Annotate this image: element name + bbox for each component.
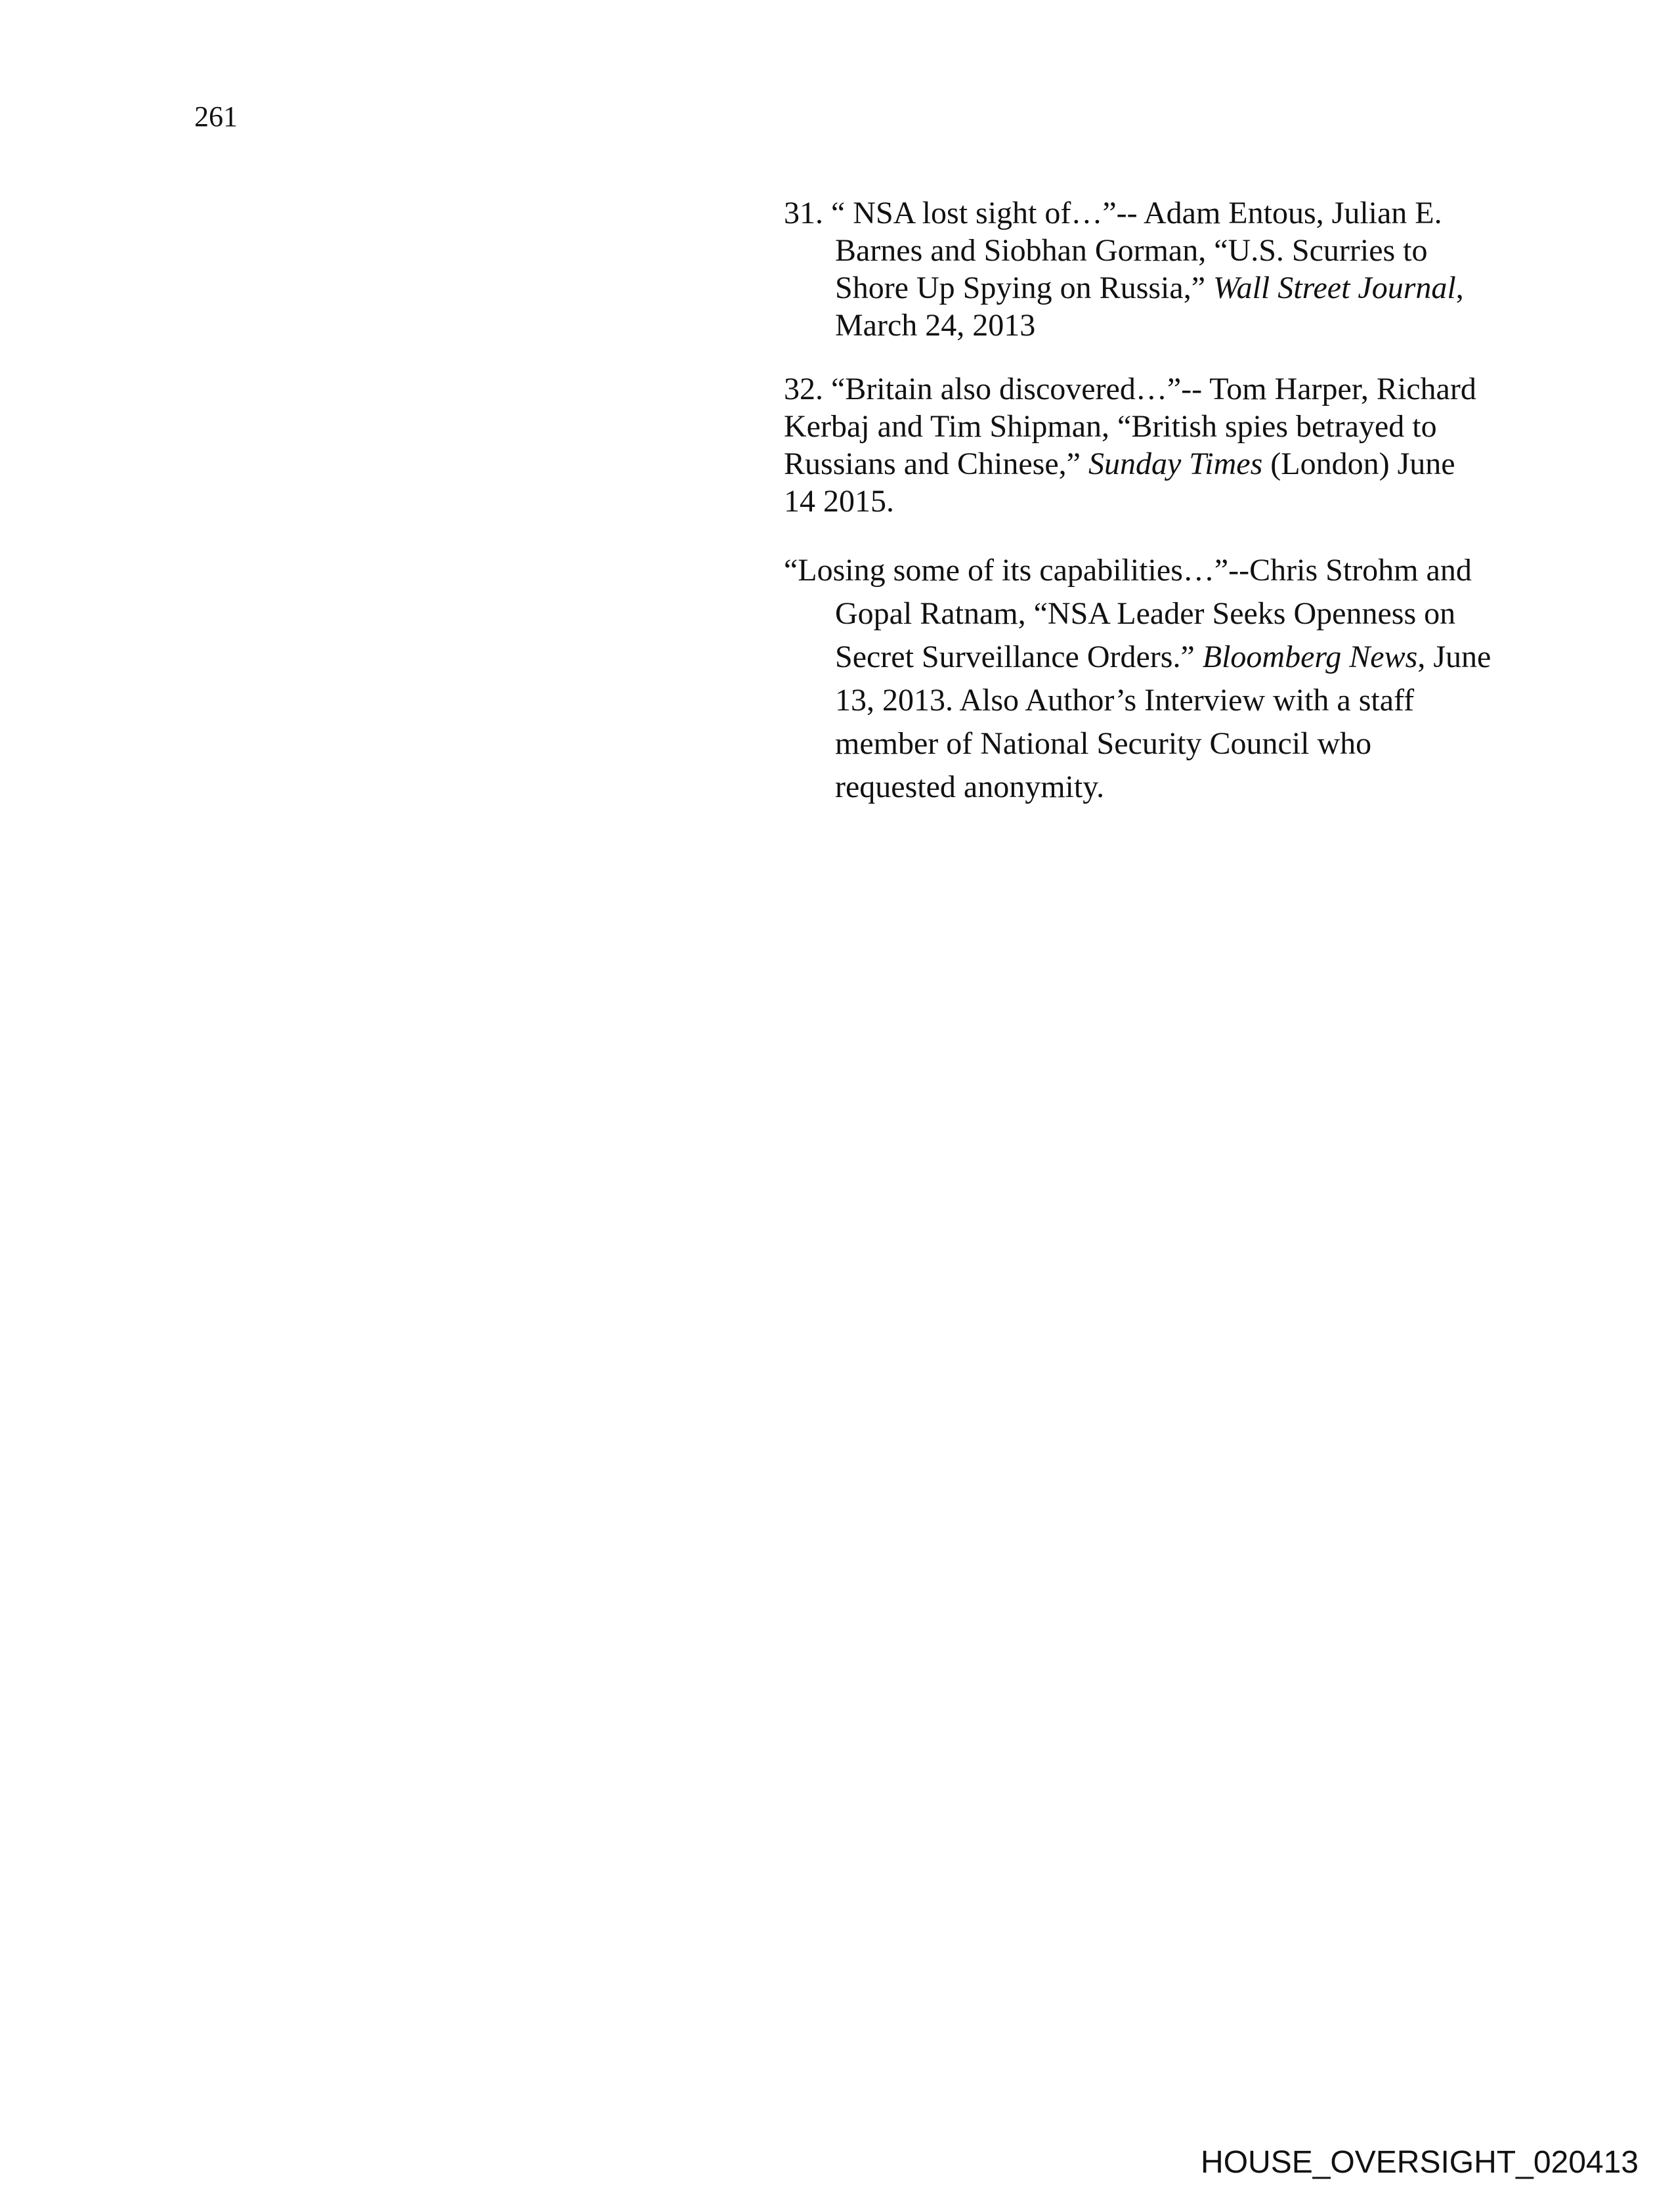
page-number: 261 [194, 100, 238, 133]
endnote-losing-capabilities [784, 549, 1493, 809]
endnote-31-date: , March 24, 2013 [835, 271, 1464, 343]
endnote-losing-date: , June 13, 2013. Also Author’s Interview with a staff member of National Security Council who requested anonymity. [835, 640, 1492, 804]
endnote-31-text: 31. “ NSA lost sight of…”-- Adam Entous, Julian E. Barnes and Siobhan Gorman, “U.S. Scurries to Shore Up Spying on Russia,” [784, 196, 1442, 305]
endnote-31 [784, 194, 1493, 344]
bates-number: HOUSE_OVERSIGHT_020413 [1201, 2145, 1639, 2180]
endnote-32 [784, 370, 1493, 520]
endnote-32-date: (London) June 14 2015. [784, 446, 1455, 519]
endnotes-section [784, 194, 1493, 809]
endnote-losing-publication: Bloomberg News [1202, 640, 1418, 674]
endnote-32-text: 32. “Britain also discovered…”-- Tom Harper, Richard Kerbaj and Tim Shipman, “British spies betrayed to Russians and Chinese,” [784, 372, 1476, 481]
endnote-32-publication: Sunday Times [1088, 446, 1263, 481]
endnote-losing-text: “Losing some of its capabilities…”--Chris Strohm and Gopal Ratnam, “NSA Leader Seeks Openness on Secret Surveillance Orders.” [784, 553, 1472, 674]
endnote-31-publication: Wall Street Journal [1213, 271, 1456, 305]
